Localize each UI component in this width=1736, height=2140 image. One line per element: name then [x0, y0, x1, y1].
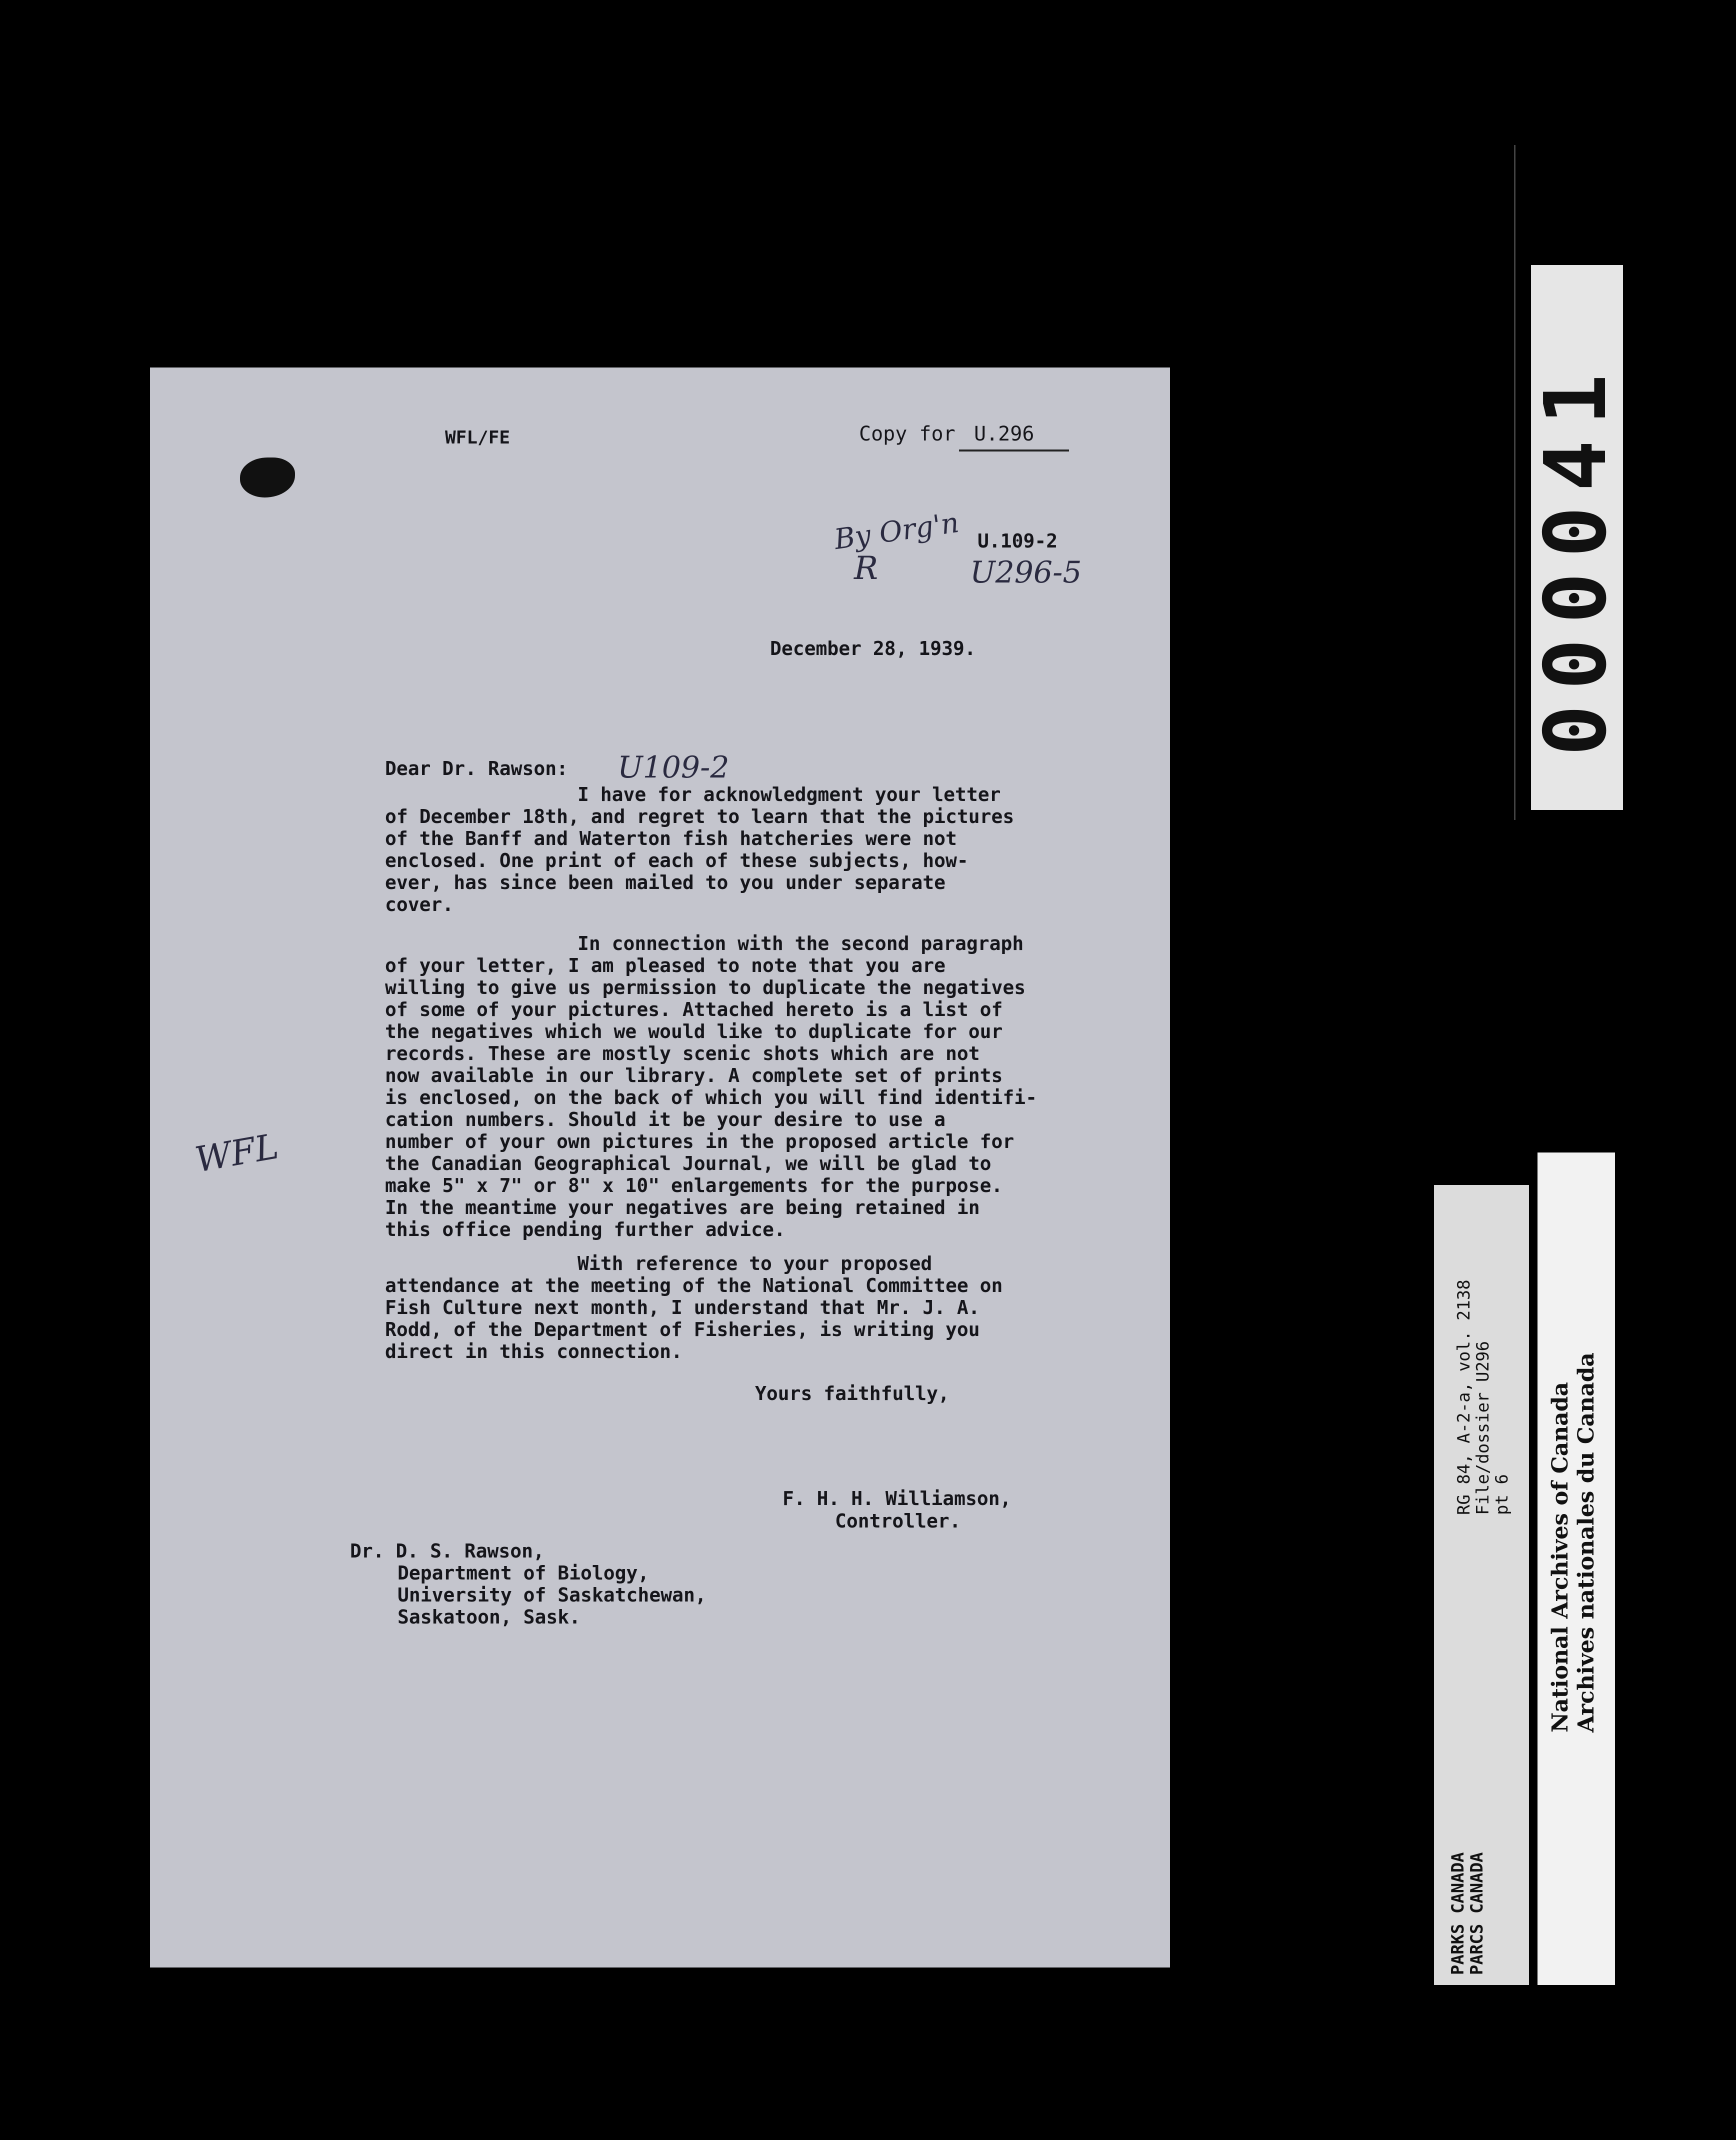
paragraph-1 — [385, 784, 1014, 916]
paragraph-line: Fish Culture next month, I understand that Mr. J. A. — [385, 1296, 980, 1318]
paragraph-line: of some of your pictures. Attached hereto is a list of — [385, 998, 1003, 1020]
archive-reference-label — [1434, 1185, 1529, 1985]
salutation: Dear Dr. Rawson: — [385, 758, 568, 780]
closing: Yours faithfully, — [755, 1382, 950, 1404]
paragraph-line: ever, has since been mailed to you under separate — [385, 872, 946, 894]
paragraph-line: enclosed. One print of each of these subjects, how- — [385, 850, 968, 872]
salutation-note: U109-2 — [618, 750, 730, 785]
paragraph-line: the Canadian Geographical Journal, we will be glad to — [385, 1152, 992, 1174]
reference-code: WFL/FE — [445, 428, 510, 448]
paragraph-line: In the meantime your negatives are being retained in — [385, 1196, 980, 1218]
paragraph-line: I have for acknowledgment your letter — [578, 784, 1001, 806]
recipient-line: Dr. D. S. Rawson, — [350, 1540, 544, 1562]
paragraph-line: With reference to your proposed — [578, 1252, 932, 1274]
copy-for-label: Copy for — [859, 422, 956, 446]
frame-number-strip — [1526, 265, 1626, 810]
archives-name-fr: Archives nationales du Canada — [1574, 1352, 1599, 1732]
frame-rule-top — [1514, 145, 1516, 820]
paragraph-line: of your letter, I am pleased to note that you are — [385, 954, 946, 976]
paragraph-line: the negatives which we would like to duplicate for our — [385, 1020, 1003, 1042]
paragraph-line: now available in our library. A complete set of prints — [385, 1064, 1003, 1086]
paragraph-line: of the Banff and Waterton fish hatcheries were not — [385, 828, 957, 850]
recipient-line: Saskatoon, Sask. — [398, 1606, 581, 1628]
paragraph-line: attendance at the meeting of the National Committee on — [385, 1274, 1003, 1296]
paragraph-line: willing to give us permission to duplicate the negatives — [385, 976, 1026, 998]
paragraph-line: make 5" x 7" or 8" x 10" enlargements for the purpose. — [385, 1174, 1003, 1196]
paragraph-line: number of your own pictures in the proposed article for — [385, 1130, 1014, 1152]
archives-institution-label — [1538, 1152, 1615, 1985]
letter-date: December 28, 1939. — [770, 638, 976, 660]
letter-page — [150, 368, 1170, 1968]
frame-number: 000041 — [1526, 358, 1626, 756]
signer-title: Controller. — [835, 1510, 961, 1532]
parks-label: PARKS CANADA — [1448, 1852, 1468, 1975]
paragraph-line: cation numbers. Should it be your desire to use a — [385, 1108, 946, 1130]
paragraph-line: of December 18th, and regret to learn that the pictures — [385, 806, 1014, 828]
ink-blot — [240, 458, 295, 498]
archives-name-en: National Archives of Canada — [1548, 1382, 1573, 1732]
copy-underline — [959, 450, 1069, 452]
paragraph-line: direct in this connection. — [385, 1340, 682, 1362]
recipient-line: Department of Biology, — [398, 1562, 650, 1584]
paragraph-line: Rodd, of the Department of Fisheries, is writing you — [385, 1318, 980, 1340]
routing-initial: R — [854, 550, 878, 587]
signer-name: F. H. H. Williamson, — [782, 1488, 1012, 1510]
paragraph-2 — [385, 932, 1037, 1240]
copy-for-file: U.296 — [974, 422, 1034, 446]
reference-line: RG 84, A-2-a, vol. 2138 — [1454, 1280, 1474, 1515]
paragraph-line: is enclosed, on the back of which you will find identifi- — [385, 1086, 1038, 1108]
paragraph-3 — [385, 1252, 1002, 1362]
paragraph-line: In connection with the second paragraph — [578, 932, 1024, 954]
paragraph-line: records. These are mostly scenic shots which are not — [385, 1042, 980, 1064]
file-annotation: U296-5 — [970, 555, 1082, 590]
recipient-block — [350, 1540, 706, 1628]
reference-line: pt 6 — [1492, 1474, 1512, 1515]
parks-label: PARCS CANADA — [1467, 1852, 1487, 1975]
paragraph-line: cover. — [385, 894, 454, 916]
paragraph-line: this office pending further advice. — [385, 1218, 786, 1240]
routing-note: By Org'n — [832, 506, 961, 556]
file-number: U.109-2 — [978, 530, 1058, 552]
reference-line: File/dossier U296 — [1473, 1341, 1493, 1515]
recipient-line: University of Saskatchewan, — [398, 1584, 706, 1606]
margin-initials: WFL — [192, 1126, 282, 1180]
